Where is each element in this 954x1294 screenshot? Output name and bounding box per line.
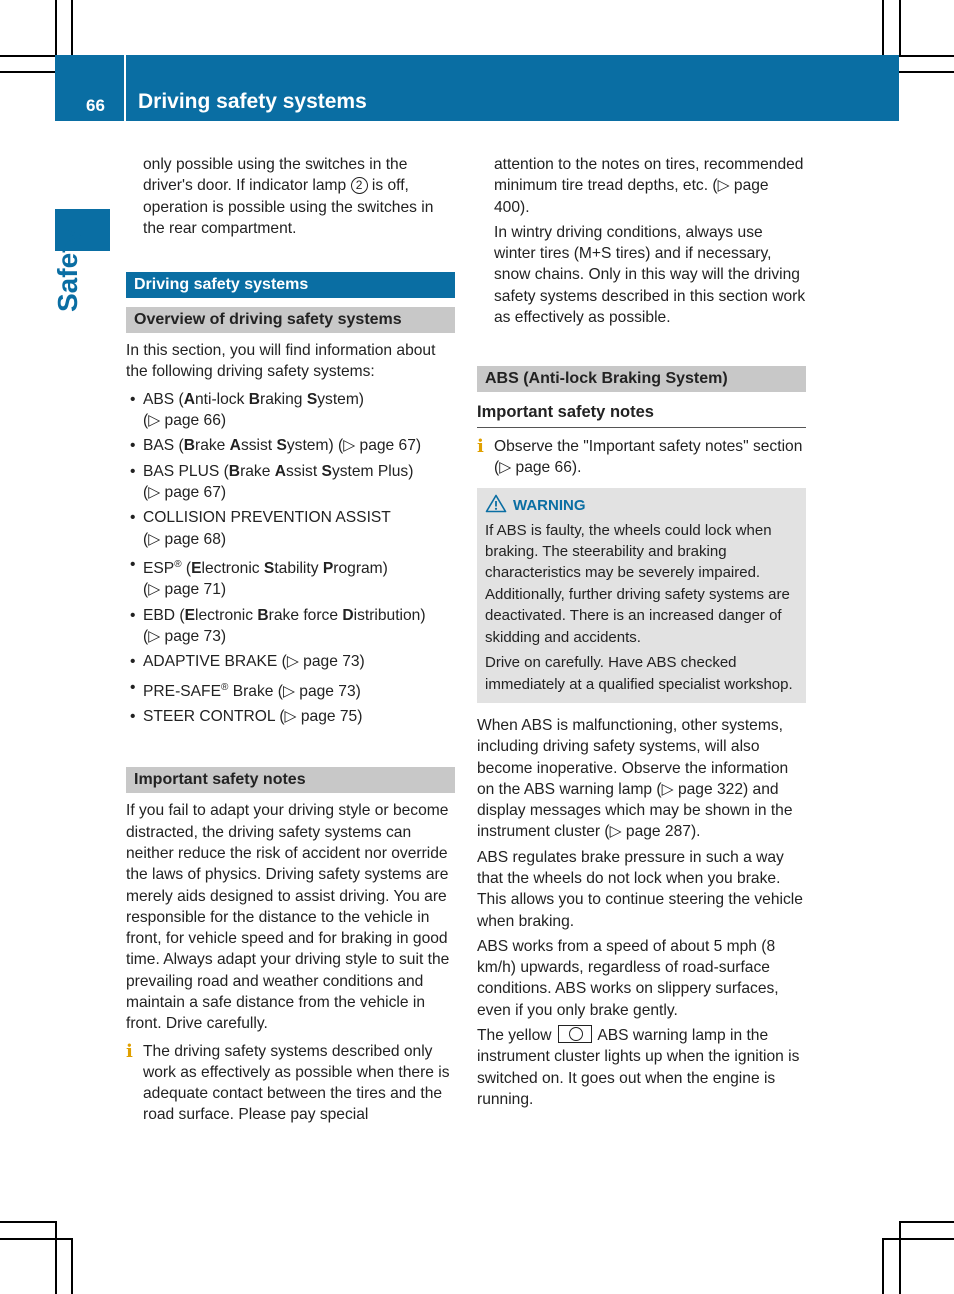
crop-mark bbox=[55, 1221, 57, 1294]
info-note bbox=[477, 436, 806, 479]
crop-mark bbox=[882, 0, 884, 55]
crop-mark bbox=[899, 1221, 901, 1294]
crop-mark bbox=[71, 0, 73, 55]
crop-mark bbox=[899, 1221, 954, 1223]
page-reference: (▷ page 73) bbox=[143, 627, 227, 645]
systems-list bbox=[126, 389, 455, 728]
system-list-item: • EBD (Electronic Brake force Distribution) (▷ page 73) bbox=[126, 605, 455, 648]
system-list-item: • COLLISION PREVENTION ASSIST (▷ page 68) bbox=[126, 507, 455, 550]
subsection-heading: ABS (Anti-lock Braking System) bbox=[477, 366, 806, 392]
intro-line: driver's door. If indicator lamp bbox=[143, 177, 347, 195]
page-reference: (▷ page 66) bbox=[143, 412, 227, 430]
page-reference: (▷ page 75) bbox=[279, 708, 363, 726]
intro-paragraph bbox=[126, 154, 455, 239]
system-list-item: • PRE-SAFE® Brake (▷ page 73) bbox=[126, 677, 455, 702]
malfunction-paragraph: When ABS is malfunctioning, other systems, including driving safety systems, will also become inoperative. Observe the information on the ABS warning lamp (▷ page 322) and display messages which may be shown in the instrument cluster (▷ page 287). bbox=[477, 716, 793, 841]
info-note-text: Observe the "Important safety notes" section (▷ page 66). bbox=[494, 437, 803, 476]
crop-mark bbox=[0, 1238, 71, 1240]
page-reference: (▷ page 67) bbox=[338, 437, 422, 455]
warning-text: If ABS is faulty, the wheels could lock when braking. The steerability and braking characteristics may be severely impaired. Additionally, further driving safety systems are deactivated. There is an increased danger of skidding and accidents. bbox=[485, 521, 790, 646]
crop-mark bbox=[899, 0, 901, 55]
warning-label: WARNING bbox=[513, 497, 586, 515]
page-reference: (▷ page 73) bbox=[277, 682, 361, 700]
header-divider bbox=[124, 55, 126, 121]
important-paragraph: If you fail to adapt your driving style or become distracted, the driving safety systems can neither reduce the risk of accident nor override the laws of physics. Driving safety systems are merely aids designed to assist driving. You are responsible for the distance to the vehicle in front, for vehicle speed and for braking in good time. Always adapt your driving style to suit the prevailing road and weather conditions and maintain a safe distance from the vehicle in front. Drive carefully. bbox=[126, 802, 450, 1033]
lamp-text: The yellow bbox=[477, 1027, 552, 1045]
warning-box bbox=[477, 488, 806, 703]
system-list-item: • STEER CONTROL (▷ page 75) bbox=[126, 706, 455, 727]
section-heading: Driving safety systems bbox=[126, 272, 455, 298]
side-tab-label: Safety bbox=[52, 227, 83, 312]
intro-line: the rear compartment. bbox=[143, 219, 297, 237]
info-note-text: The driving safety systems described only work as effectively as possible when there is adequate contact between the tires and the road surface. Please pay special bbox=[143, 1042, 450, 1124]
left-column bbox=[126, 154, 455, 1126]
regulates-paragraph: ABS regulates brake pressure in such a way that the wheels do not lock when you brake. This allows you to continue steering the vehicle when braking. bbox=[477, 848, 803, 930]
crop-mark bbox=[0, 71, 55, 73]
intro-line: only possible using the switches in the bbox=[143, 156, 408, 173]
right-column bbox=[477, 154, 806, 1114]
crop-mark bbox=[0, 1221, 55, 1223]
system-list-item: • BAS PLUS (Brake Assist System Plus) (▷ page 67) bbox=[126, 461, 455, 504]
subsection-heading: Important safety notes bbox=[126, 767, 455, 793]
intro-line: operation is possible using the switches in bbox=[143, 198, 434, 216]
speed-paragraph: ABS works from a speed of about 5 mph (8 km/h) upwards, regardless of road-surface conditions. ABS works on slippery surfaces, even if you only brake gently. bbox=[477, 937, 779, 1019]
page-reference: (▷ page 68) bbox=[143, 530, 227, 548]
winter-paragraph: In wintry driving conditions, always use winter tires (M+S tires) and if necessary, snow chains. Only in this way will the driving safety systems described in this section work as effectively as possible. bbox=[494, 223, 806, 327]
system-list-item: • ABS (Anti-lock Braking System) (▷ page 66) bbox=[126, 389, 455, 432]
crop-mark bbox=[899, 71, 954, 73]
indicator-number: 2 bbox=[351, 177, 368, 194]
info-icon: i bbox=[477, 435, 484, 457]
intro-line: is off, bbox=[371, 177, 409, 195]
abs-warning-lamp-icon bbox=[558, 1025, 592, 1043]
crop-mark bbox=[71, 1238, 73, 1294]
page-reference: (▷ page 71) bbox=[143, 581, 227, 599]
subsection-heading: Overview of driving safety systems bbox=[126, 307, 455, 333]
lamp-paragraph bbox=[477, 1025, 806, 1110]
system-list-item: • ESP® (Electronic Stability Program) (▷ page 71) bbox=[126, 554, 455, 601]
lamp-text: ABS warning lamp in the instrument cluster lights up when the ignition is switched on. It goes out when the engine is running. bbox=[477, 1027, 800, 1108]
crop-mark bbox=[899, 55, 954, 57]
warning-triangle-icon bbox=[485, 494, 507, 513]
page-reference: (▷ page 67) bbox=[143, 483, 227, 501]
warning-text: Drive on carefully. Have ABS checked immediately at a qualified specialist workshop. bbox=[485, 654, 793, 693]
system-list-item: • BAS (Brake Assist System) (▷ page 67) bbox=[126, 435, 455, 456]
system-list-item: • ADAPTIVE BRAKE (▷ page 73) bbox=[126, 651, 455, 672]
crop-mark bbox=[882, 1238, 884, 1294]
info-icon: i bbox=[126, 1040, 133, 1062]
continued-paragraph: attention to the notes on tires, recommended minimum tire tread depths, etc. (▷ page 400). bbox=[494, 156, 804, 216]
crop-mark bbox=[0, 55, 55, 57]
safety-notes-heading: Important safety notes bbox=[477, 402, 806, 427]
warning-heading bbox=[485, 494, 798, 516]
overview-paragraph: In this section, you will find information about the following driving safety systems: bbox=[126, 342, 436, 381]
page-reference: (▷ page 73) bbox=[281, 653, 365, 671]
crop-mark bbox=[55, 0, 57, 55]
page-title: Driving safety systems bbox=[138, 90, 367, 113]
crop-mark bbox=[882, 1238, 954, 1240]
info-note bbox=[126, 1041, 455, 1126]
page-number: 66 bbox=[86, 96, 105, 115]
